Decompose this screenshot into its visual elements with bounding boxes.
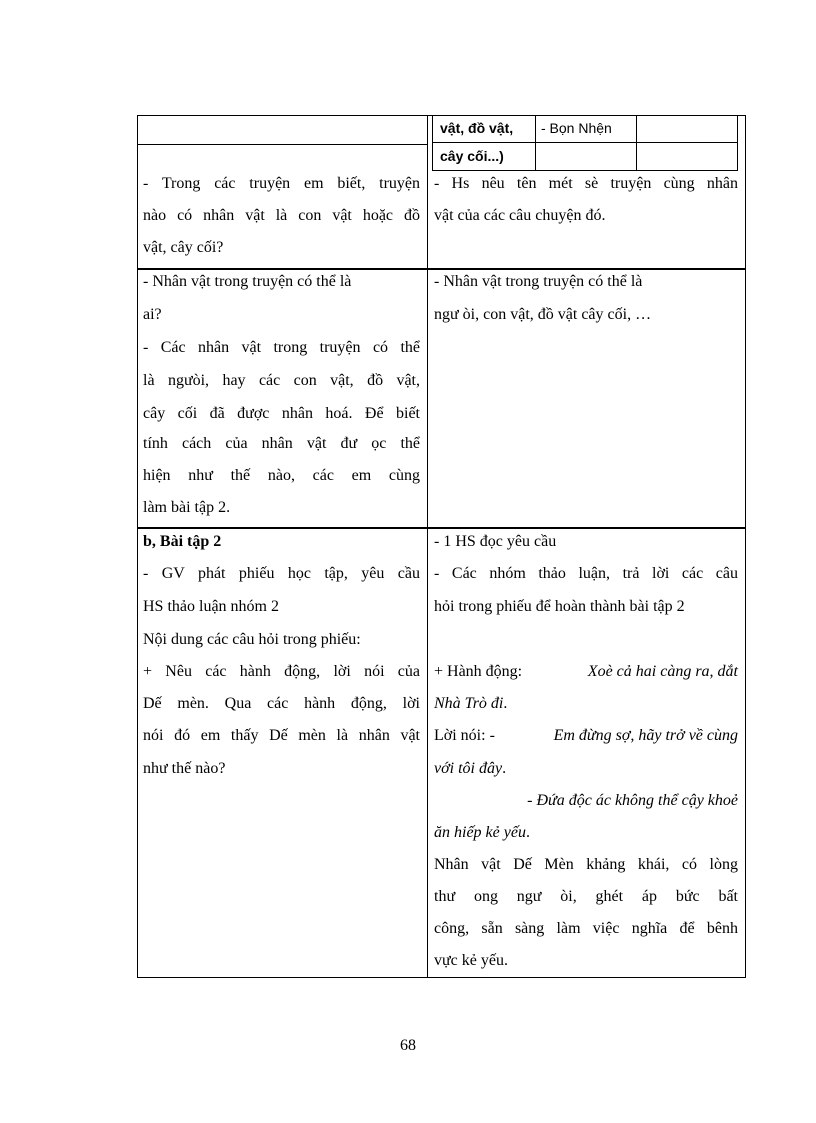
teacher-row2-line-2: ai? xyxy=(143,306,162,323)
conclusion-line-3: công, sẵn sàng làm việc nghĩa để bênh xyxy=(434,920,738,937)
conclusion-line-2: thư ong ngư òi, ghét áp bức bất xyxy=(434,888,738,905)
page-number: 68 xyxy=(400,1037,416,1054)
conclusion-line-4: vực kẻ yếu. xyxy=(434,952,508,969)
teacher-row2-line-8: làm bài tập 2. xyxy=(143,499,231,516)
student-action-line xyxy=(434,662,738,682)
inner-cell-bon-nhen: - Bọn Nhện xyxy=(541,120,612,136)
speech-text-4: ăn hiếp kẻ yếu xyxy=(434,824,526,841)
row-divider-1 xyxy=(137,144,428,145)
action-text-2: Nhà Trò đi xyxy=(434,695,504,712)
student-speech-line-2 xyxy=(434,759,506,779)
teacher-row3-line-6: Dế mèn. Qua các hành động, lời xyxy=(143,695,420,712)
teacher-row2-line-4: là ngưòi, hay các con vật, đồ vật, xyxy=(143,372,420,389)
student-row2-line-2: ngư òi, con vật, đồ vật cây cối, … xyxy=(434,306,652,323)
table-right-border xyxy=(745,115,746,978)
inner-table-left xyxy=(432,115,433,171)
teacher-row3-line-4: Nội dung các câu hỏi trong phiếu: xyxy=(143,631,361,648)
teacher-row2-line-1: - Nhân vật trong truyện có thể là xyxy=(143,273,352,290)
inner-table-mid xyxy=(432,142,738,143)
table-top-border xyxy=(137,115,746,116)
teacher-row2-line-7: hiện như thế nào, các em cùng xyxy=(143,467,420,484)
inner-table-col2 xyxy=(636,115,637,171)
teacher-row3-line-7: nói đó em thấy Dế mèn là nhân vật xyxy=(143,727,420,744)
teacher-row1-line-1: - Trong các truyện em biết, truyện xyxy=(143,175,420,192)
teacher-row3-line-5: + Nêu các hành động, lời nói của xyxy=(143,663,420,680)
student-row2-line-1: - Nhân vật trong truyện có thể là xyxy=(434,273,643,290)
student-action-line-2 xyxy=(434,694,507,714)
student-row3-line-1: - 1 HS đọc yêu cầu xyxy=(434,533,557,550)
speech-text: Em đừng sợ, hãy trở về cùng xyxy=(553,727,738,744)
action-period: . xyxy=(503,695,508,712)
student-row1-line-1: - Hs nêu tên mét sè truyện cùng nhân xyxy=(434,175,738,192)
teacher-row2-line-3: - Các nhân vật trong truyện có thể xyxy=(143,339,420,356)
inner-table-bottom xyxy=(432,170,738,171)
student-row3-line-3: hỏi trong phiếu để hoàn thành bài tập 2 xyxy=(434,598,685,615)
table-left-border xyxy=(137,115,138,978)
table-bottom-border xyxy=(137,977,746,978)
speech-period-2: . xyxy=(525,824,530,841)
student-speech-line-3: - Đứa độc ác không thể cậy khoẻ xyxy=(527,792,738,809)
teacher-row1-line-3: vật, cây cối? xyxy=(143,239,224,256)
inner-cell-line-1: vật, đồ vật, xyxy=(440,120,514,136)
conclusion-line-1: Nhân vật Dế Mèn khảng khái, có lòng xyxy=(434,856,738,873)
teacher-row3-line-3: HS thảo luận nhóm 2 xyxy=(143,598,279,615)
teacher-row1-line-2: nào có nhân vật là con vật hoặc đồ xyxy=(143,207,420,224)
action-text: Xoè cả hai càng ra, dắt xyxy=(587,663,738,680)
speech-text-2: với tôi đây xyxy=(434,760,503,777)
teacher-row2-line-6: tính cách của nhân vật đư ọc thể xyxy=(143,435,420,452)
row-divider-3 xyxy=(137,527,746,529)
teacher-row2-line-5: cây cối đã được nhân hoá. Để biết xyxy=(143,405,420,422)
student-row3-line-2: - Các nhóm thảo luận, trả lời các câu xyxy=(434,565,738,582)
action-label: + Hành động: xyxy=(434,663,523,680)
student-speech-line-4 xyxy=(434,823,530,843)
speech-label: Lời nói: - xyxy=(434,727,495,744)
exercise-heading: b, Bài tập 2 xyxy=(143,533,222,550)
speech-period-1: . xyxy=(502,760,507,777)
student-speech-line xyxy=(434,726,738,746)
inner-table-right xyxy=(737,115,738,171)
teacher-row3-line-2: - GV phát phiếu học tập, yêu cầu xyxy=(143,565,420,582)
row-divider-2 xyxy=(137,268,746,270)
teacher-row3-line-8: như thế nào? xyxy=(143,760,226,777)
inner-cell-line-2: cây cối...) xyxy=(440,148,504,164)
table-column-divider xyxy=(427,115,428,978)
student-row1-line-2: vật của các câu chuyện đó. xyxy=(434,207,606,224)
inner-table-col1 xyxy=(535,115,536,171)
